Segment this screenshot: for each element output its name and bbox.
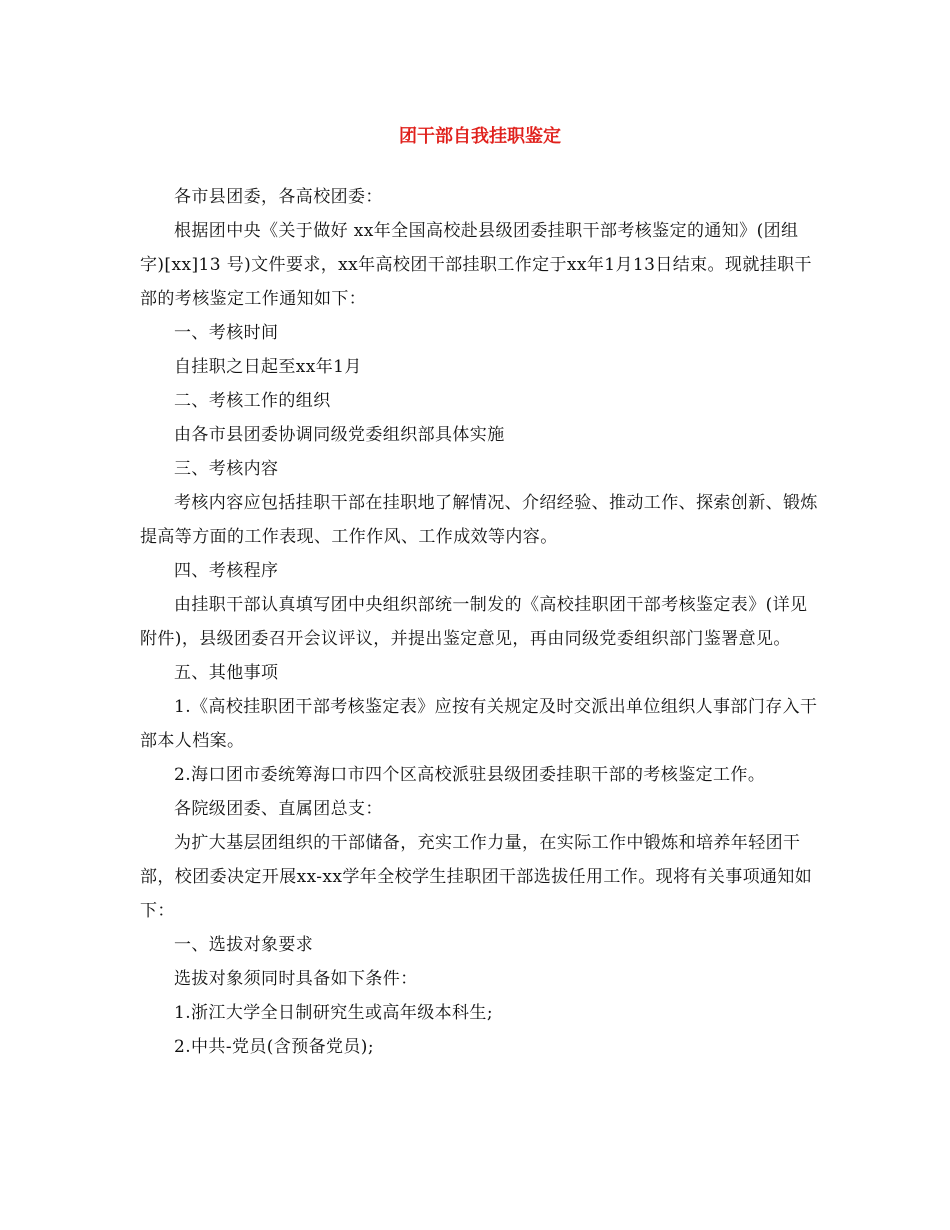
- heading-assessment-time: 一、考核时间: [174, 323, 279, 343]
- paragraph-selection-intro: 为扩大基层团组织的干部储备，充实工作力量，在实际工作中锻炼和培养年轻团干部，校团委决定开展xx-xx学年全校学生挂职团干部选拔任用工作。现将有关事项通知如下：: [140, 833, 813, 921]
- heading-assessment-organization: 二、考核工作的组织: [174, 391, 331, 411]
- paragraph-other-matters-1: 1.《高校挂职团干部考核鉴定表》应按有关规定及时交派出单位组织人事部门存入干部本人档案。: [140, 697, 818, 751]
- heading-assessment-content: 三、考核内容: [174, 459, 279, 479]
- paragraph-assessment-time: 自挂职之日起至xx年1月: [174, 357, 362, 377]
- paragraph-assessment-organization: 由各市县团委协调同级党委组织部具体实施: [174, 425, 505, 445]
- paragraph-other-matters-2: 2.海口团市委统筹海口市四个区高校派驻县级团委挂职干部的考核鉴定工作。: [174, 765, 766, 785]
- document-title: 团干部自我挂职鉴定: [399, 126, 561, 147]
- document-body: [140, 180, 820, 1064]
- heading-assessment-procedure: 四、考核程序: [174, 561, 279, 581]
- paragraph-greeting: 各市县团委，各高校团委：: [174, 187, 383, 207]
- list-item-condition-1: 1.浙江大学全日制研究生或高年级本科生;: [174, 1003, 493, 1023]
- list-item-condition-2: 2.中共-党员(含预备党员);: [174, 1037, 374, 1057]
- paragraph-assessment-content: 考核内容应包括挂职干部在挂职地了解情况、介绍经验、推动工作、探索创新、锻炼提高等方面的工作表现、工作作风、工作成效等内容。: [140, 493, 818, 547]
- heading-selection-requirements: 一、选拔对象要求: [174, 935, 314, 955]
- paragraph-second-greeting: 各院级团委、直属团总支：: [174, 799, 383, 819]
- paragraph-notice-basis: 根据团中央《关于做好 xx年全国高校赴县级团委挂职干部考核鉴定的通知》(团组字)[xx]13 号)文件要求，xx年高校团干部挂职工作定于xx年1月13日结束。现就挂职干部的考核鉴定工作通知如下：: [140, 221, 812, 309]
- paragraph-selection-conditions: 选拔对象须同时具备如下条件：: [174, 969, 418, 989]
- paragraph-assessment-procedure: 由挂职干部认真填写团中央组织部统一制发的《高校挂职团干部考核鉴定表》(详见附件)，县级团委召开会议评议，并提出鉴定意见，再由同级党委组织部门鉴署意见。: [140, 595, 808, 649]
- heading-other-matters: 五、其他事项: [174, 663, 279, 683]
